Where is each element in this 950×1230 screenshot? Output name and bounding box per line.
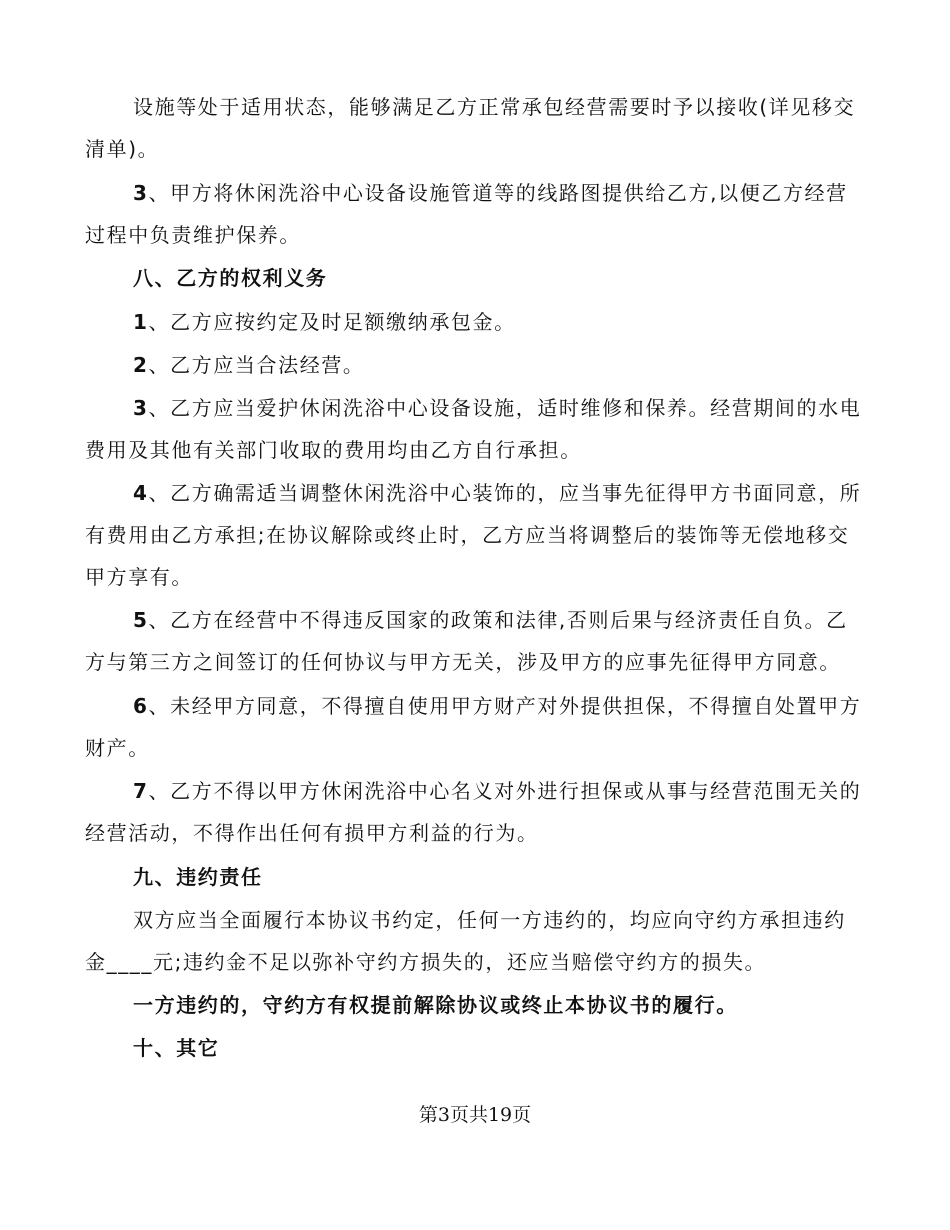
text-line bbox=[85, 172, 865, 214]
section-heading bbox=[85, 257, 865, 299]
text-line: 双方应当全面履行本协议书约定，任何一方违约的，均应向守约方承担违约 bbox=[133, 908, 846, 932]
paragraph bbox=[85, 86, 865, 170]
text-line: 经营活动，不得作出任何有损甲方利益的行为。 bbox=[85, 821, 539, 845]
clause-number: 4 bbox=[133, 481, 149, 505]
clause-text: 、乙方在经营中不得违反国家的政策和法律,否则后果与经济责任自负。乙 bbox=[148, 608, 848, 632]
heading-text: 八、乙方的权利义务 bbox=[133, 266, 328, 290]
text-line: 有费用由乙方承担;在协议解除或终止时，乙方应当将调整后的装饰等无偿地移交 bbox=[85, 523, 850, 547]
text-line: 设施等处于适用状态，能够满足乙方正常承包经营需要时予以接收(详见移交 bbox=[133, 95, 856, 119]
paragraph bbox=[85, 770, 865, 854]
clause-text: 、乙方应按约定及时足额缴纳承包金。 bbox=[148, 310, 516, 334]
clause-text: 、乙方应当爱护休闲洗浴中心设备设施，适时维修和保养。经营期间的水电 bbox=[148, 396, 862, 420]
clause-text: 、乙方不得以甲方休闲洗浴中心名义对外进行担保或从事与经营范围无关的 bbox=[148, 779, 862, 803]
heading-text: 十、其它 bbox=[133, 1036, 220, 1060]
paragraph bbox=[85, 344, 865, 386]
paragraph bbox=[85, 387, 865, 471]
clause-text: 、乙方确需适当调整休闲洗浴中心装饰的，应当事先征得甲方书面同意，所 bbox=[148, 481, 862, 505]
text-line bbox=[85, 472, 865, 514]
paragraph bbox=[85, 899, 865, 983]
text-line bbox=[85, 599, 865, 641]
bold-text: 一方违约的，守约方有权提前解除协议或终止本协议书的履行。 bbox=[133, 993, 738, 1017]
text-line bbox=[85, 685, 865, 727]
text-line bbox=[85, 387, 865, 429]
clause-number: 5 bbox=[133, 608, 149, 632]
text-line: 方与第三方之间签订的任何协议与甲方无关，涉及甲方的应事先征得甲方同意。 bbox=[85, 650, 841, 674]
bold-statement bbox=[133, 984, 913, 1026]
text-line: 金____元;违约金不足以弥补守约方损失的，还应当赔偿守约方的损失。 bbox=[85, 950, 767, 974]
clause-number: 1 bbox=[133, 310, 149, 334]
paragraph bbox=[85, 172, 865, 256]
clause-number: 6 bbox=[133, 694, 149, 718]
clause-text: 、甲方将休闲洗浴中心设备设施管道等的线路图提供给乙方,以便乙方经营 bbox=[148, 181, 848, 205]
clause-number: 7 bbox=[133, 779, 149, 803]
clause-text: 、乙方应当合法经营。 bbox=[148, 353, 365, 377]
text-line: 清单)。 bbox=[85, 137, 160, 161]
clause-number: 3 bbox=[133, 181, 149, 205]
text-line bbox=[85, 301, 865, 343]
text-line bbox=[85, 344, 865, 386]
paragraph bbox=[85, 472, 865, 598]
paragraph bbox=[85, 685, 865, 769]
clause-text: 、未经甲方同意，不得擅自使用甲方财产对外提供担保，不得擅自处置甲方 bbox=[148, 694, 862, 718]
text-line: 费用及其他有关部门收取的费用均由乙方自行承担。 bbox=[85, 438, 582, 462]
text-line bbox=[85, 770, 865, 812]
paragraph bbox=[85, 599, 865, 683]
heading-text: 九、违约责任 bbox=[133, 865, 263, 889]
clause-number: 2 bbox=[133, 353, 149, 377]
section-heading bbox=[85, 1027, 865, 1069]
text-line: 财产。 bbox=[85, 736, 150, 760]
text-line: 甲方享有。 bbox=[85, 565, 193, 589]
paragraph bbox=[85, 301, 865, 343]
text-line: 过程中负责维护保养。 bbox=[85, 223, 301, 247]
clause-number: 3 bbox=[133, 396, 149, 420]
page-footer: 第3页共19页 bbox=[418, 1104, 532, 1126]
section-heading bbox=[85, 856, 865, 898]
